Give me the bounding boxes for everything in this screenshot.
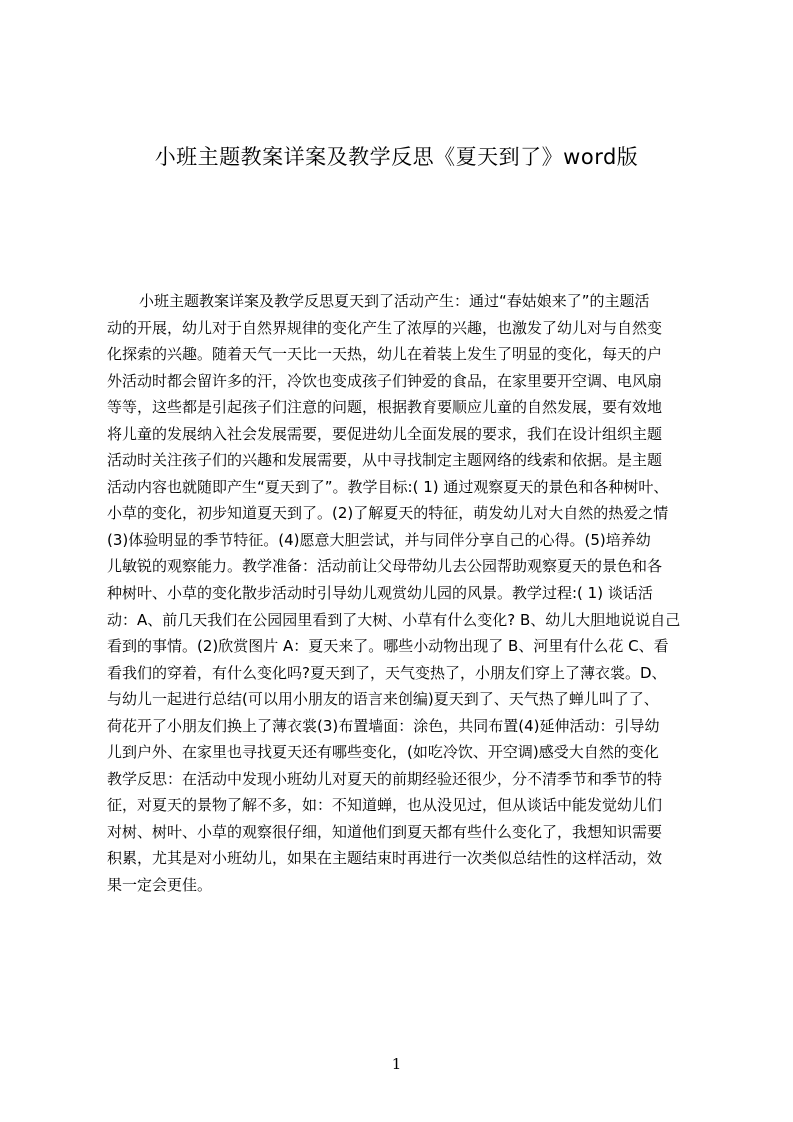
body-line: 教学反思：在活动中发现小班幼儿对夏天的前期经验还很少，分不清季节和季节的特 [107, 769, 663, 788]
body-line: 荷花开了小朋友们换上了薄衣裳(3)布置墙面：涂色，共同布置(4)延伸活动：引导幼 [107, 716, 660, 735]
body-line: 小班主题教案详案及教学反思夏天到了活动产生：通过“春姑娘来了”的主题活 [139, 292, 650, 310]
body-line: 化探索的兴趣。随着天气一天比一天热，幼儿在着装上发生了明显的变化，每天的户 [107, 345, 663, 364]
body-line: 与幼儿一起进行总结(可以用小朋友的语言来创编)夏天到了、天气热了蝉儿叫了了、 [107, 690, 659, 709]
body-line: 活动内容也就随即产生“夏天到了”。教学目标:( 1) 通过观察夏天的景色和各种树叶、 [107, 477, 669, 496]
body-line: 果一定会更佳。 [107, 876, 213, 895]
body-line: 看到的事情。(2)欣赏图片 A：夏天来了。哪些小动物出现了 B、河里有什么花 C、看 [107, 637, 669, 656]
document-title: 小班主题教案详案及教学反思《夏天到了》word版 [154, 145, 639, 169]
body-line: 动：A、前几天我们在公园园里看到了大树、小草有什么变化? B、幼儿大胆地说说自己 [107, 610, 681, 629]
body-line: 儿到户外、在家里也寻找夏天还有哪些变化，(如吃冷饮、开空调)感受大自然的变化 [107, 743, 659, 762]
body-line: (3)体验明显的季节特征。(4)愿意大胆尝试，并与同伴分享自己的心得。(5)培养幼 [107, 530, 651, 549]
body-line: 小草的变化，初步知道夏天到了。(2)了解夏天的特征，萌发幼儿对大自然的热爱之情 [107, 504, 669, 523]
body-line: 征，对夏天的景物了解不多，如：不知道蝉，也从没见过，但从谈话中能发觉幼儿们 [107, 796, 663, 815]
page-number: 1 [391, 1055, 402, 1073]
body-line: 等等，这些都是引起孩子们注意的问题，根据教育要顺应儿童的自然发展，要有效地 [107, 398, 663, 417]
body-line: 积累，尤其是对小班幼儿，如果在主题结束时再进行一次类似总结性的这样活动，效 [107, 849, 663, 868]
body-line: 外活动时都会留许多的汗，冷饮也变成孩子们钟爱的食品，在家里要开空调、电风扇 [107, 371, 663, 390]
body-line: 动的开展，幼儿对于自然界规律的变化产生了浓厚的兴趣，也激发了幼儿对与自然变 [107, 318, 663, 337]
body-line: 看我们的穿着，有什么变化吗?夏天到了，天气变热了，小朋友们穿上了薄衣裳。D、 [107, 663, 667, 682]
document-body [107, 288, 699, 899]
body-line: 活动时关注孩子们的兴趣和发展需要，从中寻找制定主题网络的线索和依据。是主题 [107, 451, 663, 470]
body-line: 将儿童的发展纳入社会发展需要，要促进幼儿全面发展的要求，我们在设计组织主题 [107, 424, 663, 443]
body-line: 对树、树叶、小草的观察很仔细，知道他们到夏天都有些什么变化了，我想知识需要 [107, 822, 663, 841]
body-line: 种树叶、小草的变化散步活动时引导幼儿观赏幼儿园的风景。教学过程:( 1) 谈话活 [107, 584, 653, 603]
body-line: 儿敏锐的观察能力。教学准备：活动前让父母带幼儿去公园帮助观察夏天的景色和各 [107, 557, 663, 576]
